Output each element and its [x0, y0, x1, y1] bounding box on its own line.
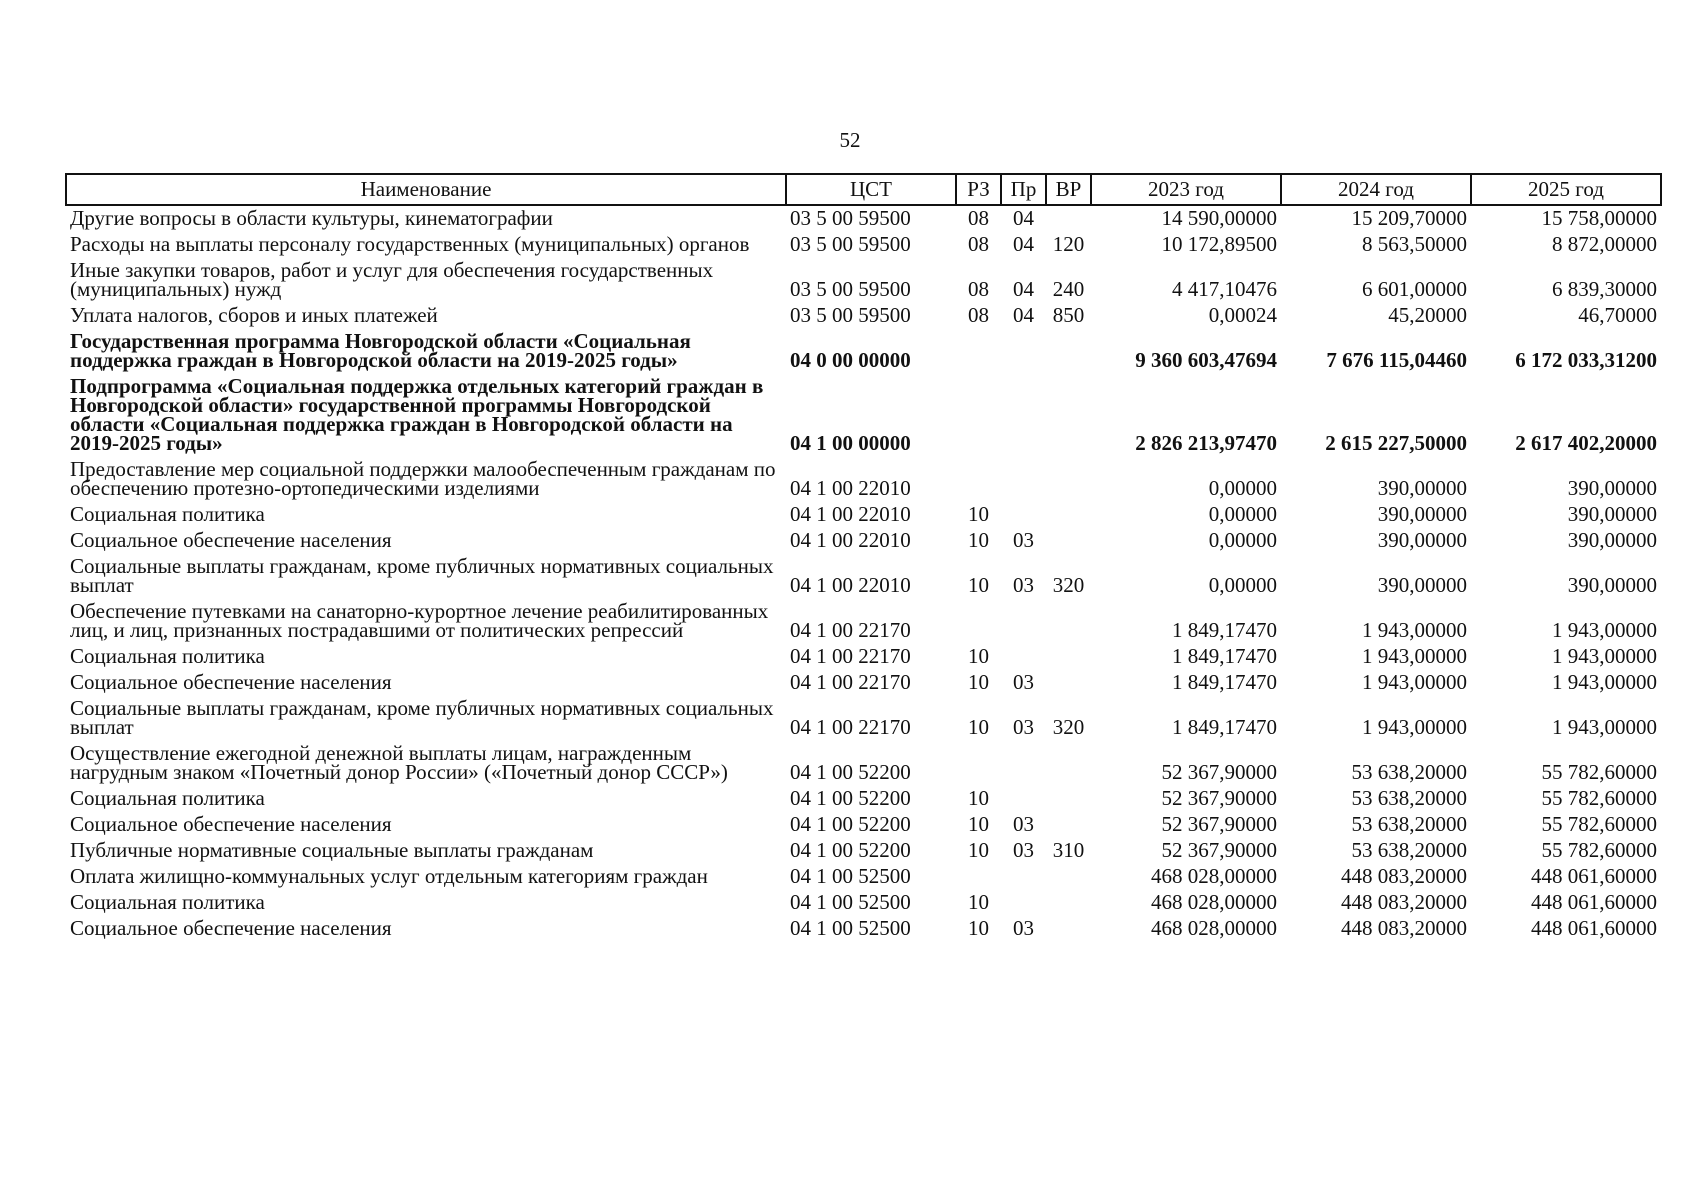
table-row [66, 205, 1661, 232]
cell-2025: 448 061,60000 [1531, 890, 1657, 914]
cell-vr: 850 [1052, 303, 1085, 327]
table-row [66, 329, 1661, 374]
cell-rz [956, 741, 1001, 786]
cell-rz: 10 [968, 528, 989, 552]
header-rz: РЗ [956, 174, 1001, 205]
cell-2023: 52 367,90000 [1161, 838, 1277, 862]
cell-2023: 0,00000 [1208, 573, 1277, 597]
table-row [66, 554, 1661, 599]
cell-vr: 310 [1052, 838, 1085, 862]
cell-pr [1001, 502, 1046, 528]
cell-vr [1046, 812, 1091, 838]
cell-vr [1046, 205, 1091, 232]
cell-cst: 03 5 00 59500 [790, 277, 911, 301]
cell-pr [1001, 457, 1046, 502]
cell-2023: 0,00000 [1208, 502, 1277, 526]
cell-vr [1046, 864, 1091, 890]
cell-vr [1046, 528, 1091, 554]
cell-vr [1046, 329, 1091, 374]
cell-cst: 04 1 00 00000 [790, 431, 911, 455]
cell-2023: 0,00000 [1208, 528, 1277, 552]
cell-cst: 04 1 00 52200 [790, 760, 911, 784]
cell-2025: 2 617 402,20000 [1515, 431, 1657, 455]
cell-vr: 320 [1052, 573, 1085, 597]
cell-2024: 53 638,20000 [1351, 838, 1467, 862]
cell-2024: 2 615 227,50000 [1325, 431, 1467, 455]
cell-pr: 04 [1013, 277, 1034, 301]
cell-cst: 04 1 00 22170 [790, 618, 911, 642]
cell-name: Социальная политика [70, 786, 265, 810]
cell-pr: 04 [1013, 303, 1034, 327]
cell-name: Уплата налогов, сборов и иных платежей [70, 303, 438, 327]
cell-cst: 04 1 00 52200 [790, 786, 911, 810]
cell-2025: 1 943,00000 [1552, 618, 1657, 642]
cell-rz: 10 [968, 502, 989, 526]
cell-vr [1046, 374, 1091, 457]
cell-vr [1046, 644, 1091, 670]
cell-name: Предоставление мер социальной поддержки малообеспеченным гражданам по обеспечению протезно-ортопедическими изделиями [70, 457, 776, 500]
cell-name: Публичные нормативные социальные выплаты гражданам [70, 838, 594, 862]
cell-pr: 03 [1013, 812, 1034, 836]
cell-2025: 6 839,30000 [1552, 277, 1657, 301]
cell-rz [956, 864, 1001, 890]
cell-name: Социальная политика [70, 502, 265, 526]
cell-pr [1001, 329, 1046, 374]
cell-pr [1001, 786, 1046, 812]
cell-2023: 0,00000 [1208, 476, 1277, 500]
cell-vr [1046, 786, 1091, 812]
table-row [66, 696, 1661, 741]
table-row [66, 864, 1661, 890]
cell-vr: 240 [1052, 277, 1085, 301]
cell-name: Осуществление ежегодной денежной выплаты лицам, награжденным нагрудным знаком «Почетный донор России» («Почетный донор СССР») [70, 741, 728, 784]
cell-pr [1001, 374, 1046, 457]
cell-2023: 1 849,17470 [1172, 644, 1277, 668]
cell-2025: 1 943,00000 [1552, 670, 1657, 694]
table-row [66, 502, 1661, 528]
cell-2024: 45,20000 [1388, 303, 1467, 327]
cell-pr: 03 [1013, 916, 1034, 940]
cell-2025: 390,00000 [1567, 528, 1657, 552]
header-2025: 2025 год [1471, 174, 1661, 205]
cell-2025: 46,70000 [1578, 303, 1657, 327]
header-name: Наименование [66, 174, 786, 205]
cell-cst: 04 1 00 22170 [790, 715, 911, 739]
cell-cst: 03 5 00 59500 [790, 206, 911, 230]
cell-rz: 08 [968, 206, 989, 230]
cell-name: Расходы на выплаты персоналу государственных (муниципальных) органов [70, 232, 750, 256]
cell-2025: 55 782,60000 [1541, 786, 1657, 810]
cell-pr: 03 [1013, 573, 1034, 597]
cell-vr: 120 [1052, 232, 1085, 256]
cell-2024: 448 083,20000 [1341, 916, 1467, 940]
table-row [66, 644, 1661, 670]
cell-2023: 468 028,00000 [1151, 916, 1277, 940]
cell-vr [1046, 599, 1091, 644]
cell-2024: 390,00000 [1377, 528, 1467, 552]
cell-pr: 03 [1013, 838, 1034, 862]
cell-pr [1001, 741, 1046, 786]
cell-2023: 2 826 213,97470 [1135, 431, 1277, 455]
header-vr: ВР [1046, 174, 1091, 205]
cell-2025: 6 172 033,31200 [1515, 348, 1657, 372]
cell-name: Государственная программа Новгородской области «Социальная поддержка граждан в Новгородской области на 2019-2025 годы» [70, 329, 691, 372]
cell-2024: 15 209,70000 [1351, 206, 1467, 230]
cell-rz [956, 457, 1001, 502]
cell-2023: 1 849,17470 [1172, 715, 1277, 739]
cell-2025: 448 061,60000 [1531, 916, 1657, 940]
cell-cst: 04 1 00 52500 [790, 916, 911, 940]
cell-2024: 53 638,20000 [1351, 760, 1467, 784]
table-row [66, 916, 1661, 942]
table-row [66, 303, 1661, 329]
cell-name: Обеспечение путевками на санаторно-курортное лечение реабилитированных лиц, и лиц, признанных пострадавшими от политических репрессий [70, 599, 769, 642]
cell-2024: 448 083,20000 [1341, 890, 1467, 914]
cell-rz: 10 [968, 715, 989, 739]
cell-2025: 390,00000 [1567, 476, 1657, 500]
header-pr: Пр [1001, 174, 1046, 205]
cell-vr [1046, 890, 1091, 916]
cell-pr: 04 [1013, 206, 1034, 230]
page-number: 52 [839, 128, 861, 152]
cell-cst: 04 1 00 52500 [790, 890, 911, 914]
header-row [66, 174, 1661, 205]
cell-cst: 04 0 00 00000 [790, 348, 911, 372]
cell-rz [956, 599, 1001, 644]
cell-pr: 03 [1013, 528, 1034, 552]
cell-pr: 03 [1013, 670, 1034, 694]
cell-cst: 04 1 00 22010 [790, 502, 911, 526]
cell-2023: 0,00024 [1208, 303, 1277, 327]
cell-2025: 55 782,60000 [1541, 760, 1657, 784]
cell-2023: 468 028,00000 [1151, 890, 1277, 914]
table-row [66, 258, 1661, 303]
cell-name: Подпрограмма «Социальная поддержка отдельных категорий граждан в Новгородской области» государственной программы Новгородской области «Социальная поддержка граждан в Новгородской области на 2019-2025 годы» [70, 374, 764, 455]
cell-rz: 10 [968, 670, 989, 694]
cell-cst: 04 1 00 52500 [790, 864, 911, 888]
cell-cst: 04 1 00 22010 [790, 476, 911, 500]
cell-2024: 1 943,00000 [1362, 670, 1467, 694]
table-row [66, 670, 1661, 696]
cell-2024: 1 943,00000 [1362, 715, 1467, 739]
table-body [66, 205, 1661, 942]
cell-2024: 1 943,00000 [1362, 618, 1467, 642]
header-2024: 2024 год [1281, 174, 1471, 205]
cell-vr [1046, 916, 1091, 942]
cell-name: Социальное обеспечение населения [70, 670, 392, 694]
cell-2023: 1 849,17470 [1172, 670, 1277, 694]
cell-2025: 1 943,00000 [1552, 715, 1657, 739]
table-row [66, 741, 1661, 786]
cell-2025: 55 782,60000 [1541, 812, 1657, 836]
cell-name: Социальные выплаты гражданам, кроме публичных нормативных социальных выплат [70, 554, 774, 597]
cell-2024: 8 563,50000 [1362, 232, 1467, 256]
cell-2023: 9 360 603,47694 [1135, 348, 1277, 372]
cell-2024: 390,00000 [1377, 502, 1467, 526]
cell-2024: 1 943,00000 [1362, 644, 1467, 668]
cell-name: Социальные выплаты гражданам, кроме публичных нормативных социальных выплат [70, 696, 774, 739]
cell-rz: 10 [968, 573, 989, 597]
budget-table [65, 173, 1662, 942]
cell-rz [956, 374, 1001, 457]
cell-2023: 1 849,17470 [1172, 618, 1277, 642]
table-row [66, 812, 1661, 838]
cell-rz: 10 [968, 838, 989, 862]
cell-2025: 390,00000 [1567, 502, 1657, 526]
cell-2024: 6 601,00000 [1362, 277, 1467, 301]
cell-cst: 04 1 00 52200 [790, 812, 911, 836]
cell-rz: 10 [968, 786, 989, 810]
cell-rz: 10 [968, 644, 989, 668]
cell-rz: 10 [968, 812, 989, 836]
cell-2024: 53 638,20000 [1351, 812, 1467, 836]
cell-cst: 03 5 00 59500 [790, 232, 911, 256]
cell-name: Социальная политика [70, 644, 265, 668]
cell-cst: 04 1 00 22010 [790, 528, 911, 552]
cell-name: Социальное обеспечение населения [70, 528, 392, 552]
cell-rz: 08 [968, 277, 989, 301]
cell-vr [1046, 741, 1091, 786]
cell-2023: 52 367,90000 [1161, 786, 1277, 810]
cell-name: Оплата жилищно-коммунальных услуг отдельным категориям граждан [70, 864, 708, 888]
cell-name: Социальное обеспечение населения [70, 916, 392, 940]
cell-name: Другие вопросы в области культуры, кинематографии [70, 206, 553, 230]
cell-2025: 448 061,60000 [1531, 864, 1657, 888]
cell-vr [1046, 457, 1091, 502]
header-cst: ЦСТ [786, 174, 956, 205]
cell-2024: 390,00000 [1377, 573, 1467, 597]
cell-2025: 15 758,00000 [1541, 206, 1657, 230]
cell-rz [956, 329, 1001, 374]
cell-2025: 55 782,60000 [1541, 838, 1657, 862]
cell-pr [1001, 599, 1046, 644]
cell-vr [1046, 670, 1091, 696]
cell-vr: 320 [1052, 715, 1085, 739]
table-row [66, 599, 1661, 644]
cell-name: Социальная политика [70, 890, 265, 914]
table-row [66, 528, 1661, 554]
cell-pr [1001, 644, 1046, 670]
table-row [66, 838, 1661, 864]
table-row [66, 374, 1661, 457]
cell-cst: 04 1 00 22170 [790, 670, 911, 694]
cell-2024: 53 638,20000 [1351, 786, 1467, 810]
table-row [66, 457, 1661, 502]
cell-2023: 10 172,89500 [1161, 232, 1277, 256]
cell-cst: 03 5 00 59500 [790, 303, 911, 327]
cell-cst: 04 1 00 52200 [790, 838, 911, 862]
cell-2023: 52 367,90000 [1161, 760, 1277, 784]
cell-rz: 08 [968, 232, 989, 256]
table-row [66, 232, 1661, 258]
table-row [66, 786, 1661, 812]
cell-pr: 04 [1013, 232, 1034, 256]
cell-rz: 08 [968, 303, 989, 327]
cell-2024: 390,00000 [1377, 476, 1467, 500]
cell-2023: 468 028,00000 [1151, 864, 1277, 888]
cell-2025: 1 943,00000 [1552, 644, 1657, 668]
cell-2025: 390,00000 [1567, 573, 1657, 597]
cell-2024: 7 676 115,04460 [1326, 348, 1467, 372]
cell-2025: 8 872,00000 [1552, 232, 1657, 256]
cell-name: Иные закупки товаров, работ и услуг для обеспечения государственных (муниципальных) нужд [70, 258, 714, 301]
cell-name: Социальное обеспечение населения [70, 812, 392, 836]
cell-2023: 4 417,10476 [1172, 277, 1277, 301]
table-row [66, 890, 1661, 916]
cell-2023: 52 367,90000 [1161, 812, 1277, 836]
cell-vr [1046, 502, 1091, 528]
cell-2023: 14 590,00000 [1161, 206, 1277, 230]
cell-pr: 03 [1013, 715, 1034, 739]
header-2023: 2023 год [1091, 174, 1281, 205]
cell-pr [1001, 890, 1046, 916]
cell-2024: 448 083,20000 [1341, 864, 1467, 888]
cell-pr [1001, 864, 1046, 890]
table-header [66, 174, 1661, 205]
cell-rz: 10 [968, 890, 989, 914]
cell-cst: 04 1 00 22010 [790, 573, 911, 597]
cell-rz: 10 [968, 916, 989, 940]
cell-cst: 04 1 00 22170 [790, 644, 911, 668]
